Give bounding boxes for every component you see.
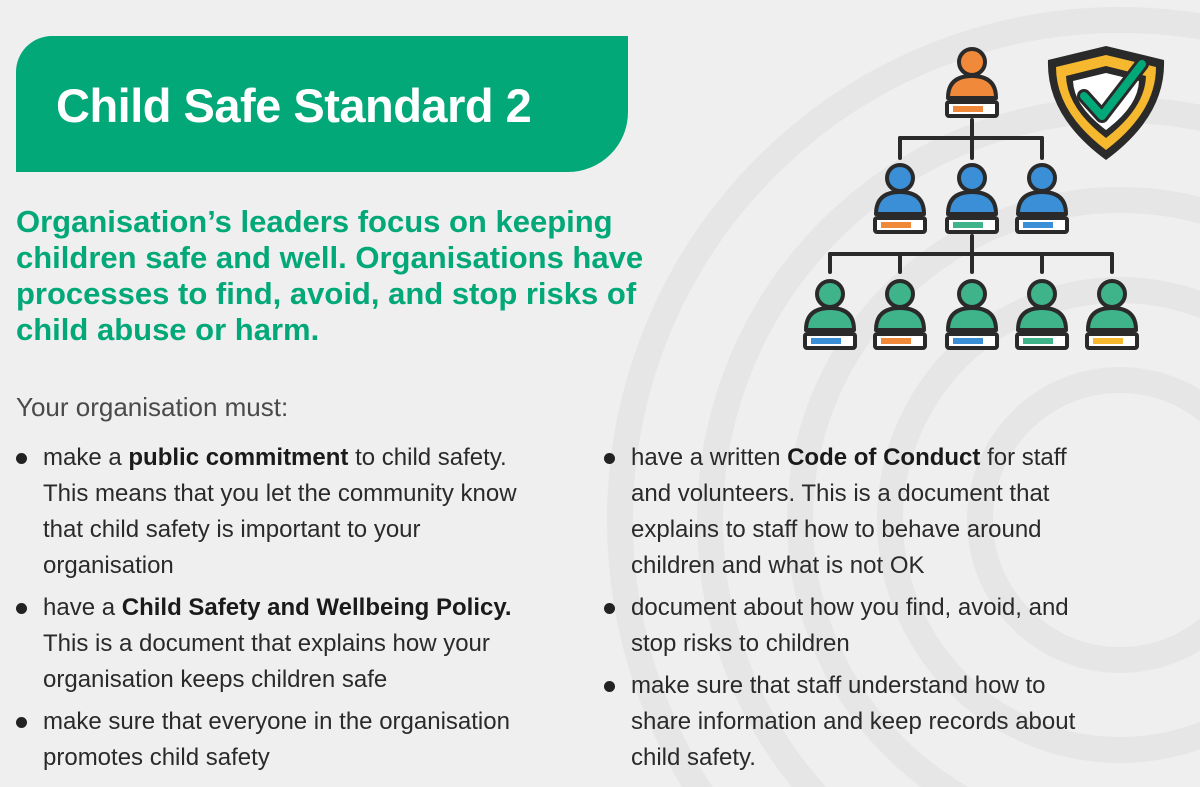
title-banner bbox=[16, 36, 628, 172]
person-icon bbox=[1087, 281, 1137, 348]
intro-line: processes to find, avoid, and stop risks of bbox=[16, 276, 637, 311]
intro-line: Organisation’s leaders focus on keeping bbox=[16, 204, 613, 239]
person-icon bbox=[947, 165, 997, 232]
person-icon bbox=[947, 49, 997, 116]
list-item: have a written Code of Conduct for staff and volunteers. This is a document that explains to staff how to behave around children and what is not OK bbox=[604, 440, 1194, 584]
list-item: have a Child Safety and Wellbeing Policy. This is a document that explains how your organisation keeps children safe bbox=[16, 590, 596, 698]
emphasis-policy: Child Safety and Wellbeing Policy. bbox=[121, 594, 512, 621]
intro-line: children safe and well. Organisations have bbox=[16, 240, 644, 275]
must-list-left bbox=[16, 440, 596, 776]
must-heading: Your organisation must: bbox=[16, 392, 289, 422]
person-icon bbox=[947, 281, 997, 348]
bullet-dot bbox=[604, 681, 615, 692]
person-icon bbox=[875, 165, 925, 232]
bullet-dot bbox=[16, 717, 27, 728]
list-item: document about how you find, avoid, and stop risks to children bbox=[604, 590, 1194, 662]
emphasis-public-commitment: public commitment bbox=[128, 444, 349, 471]
list-item: make a public commitment to child safety. This means that you let the community know that child safety is important to your organisation bbox=[16, 440, 596, 584]
emphasis-code-of-conduct: Code of Conduct bbox=[787, 444, 981, 471]
bullet-dot bbox=[604, 453, 615, 464]
bullet-dot bbox=[604, 603, 615, 614]
intro-line: child abuse or harm. bbox=[16, 312, 320, 347]
person-icon bbox=[1017, 281, 1067, 348]
list-item: make sure that everyone in the organisation promotes child safety bbox=[16, 704, 596, 776]
org-chart-icon bbox=[796, 40, 1176, 370]
person-icon bbox=[805, 281, 855, 348]
page-title: Child Safe Standard 2 bbox=[56, 79, 532, 132]
person-icon bbox=[875, 281, 925, 348]
bullet-dot bbox=[16, 603, 27, 614]
shield-check-icon bbox=[1048, 46, 1164, 160]
person-icon bbox=[1017, 165, 1067, 232]
bullet-dot bbox=[16, 453, 27, 464]
list-item: make sure that staff understand how to share information and keep records about child safety. bbox=[604, 668, 1194, 776]
must-list-right bbox=[604, 440, 1194, 776]
intro-statement bbox=[16, 204, 736, 348]
